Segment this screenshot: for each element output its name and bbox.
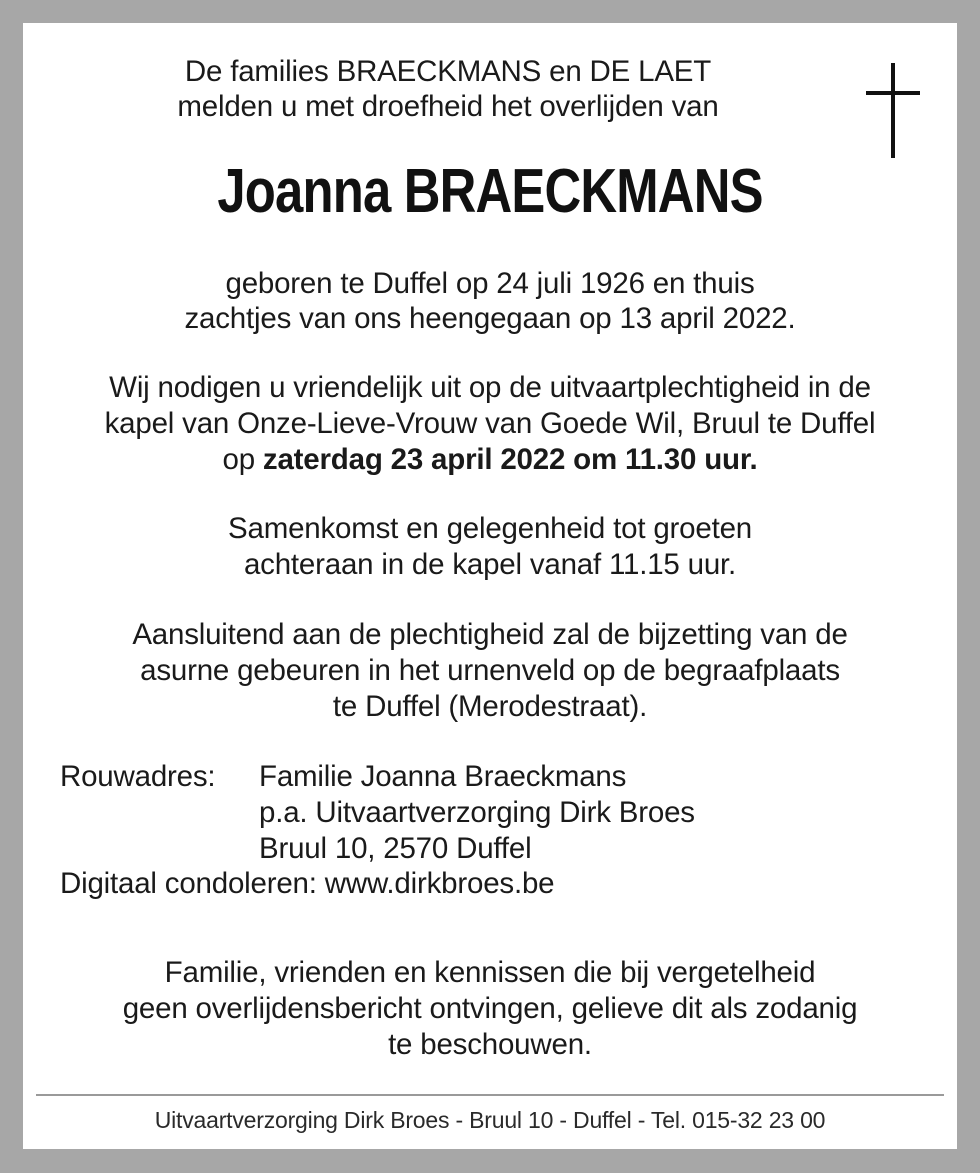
address-line-3: Bruul 10, 2570 Duffel [259,832,532,865]
intro-line-1: De families BRAECKMANS en DE LAET [184,55,712,88]
invite-line-2: kapel van Onze-Lieve-Vrouw van Goede Wil, Bruul te Duffel [104,407,876,440]
notice-line-1: Familie, vrienden en kennissen die bij vergetelheid [164,956,816,989]
address-line-2: p.a. Uitvaartverzorging Dirk Broes [259,796,695,829]
digital-condolence: Digitaal condoleren: www.dirkbroes.be [60,867,555,900]
burial-line-2: asurne gebeuren in het urnenveld op de begraafplaats [140,654,840,687]
gathering-line-2: achteraan in de kapel vanaf 11.15 uur. [243,548,737,581]
burial-line-1: Aansluitend aan de plechtigheid zal de bijzetting van de [132,618,848,651]
address-label: Rouwadres: [60,760,216,793]
footer-divider [36,1094,944,1096]
birth-line-2: zachtjes van ons heengegaan op 13 april 2022. [184,302,796,335]
address-line-1: Familie Joanna Braeckmans [259,760,627,793]
gathering-line-1: Samenkomst en gelegenheid tot groeten [228,512,752,545]
invite-line-1: Wij nodigen u vriendelijk uit op de uitvaartplechtigheid in de [109,371,871,404]
ceremony-datetime: zaterdag 23 april 2022 om 11.30 uur. [262,443,758,476]
notice-line-3: te beschouwen. [388,1028,592,1061]
burial-line-3: te Duffel (Merodestraat). [332,690,648,723]
intro-line-2: melden u met droefheid het overlijden van [177,90,719,123]
invite-line-3-prefix: op [222,443,263,476]
birth-line-1: geboren te Duffel op 24 juli 1926 en thuis [225,267,755,300]
invite-line-3 [0,442,980,478]
footer-contact: Uitvaartverzorging Dirk Broes - Bruul 10 - Duffel - Tel. 015-32 23 00 [154,1107,826,1133]
deceased-name: Joanna BRAECKMANS [217,157,763,226]
notice-line-2: geen overlijdensbericht ontvingen, gelieve dit als zodanig [122,992,858,1025]
